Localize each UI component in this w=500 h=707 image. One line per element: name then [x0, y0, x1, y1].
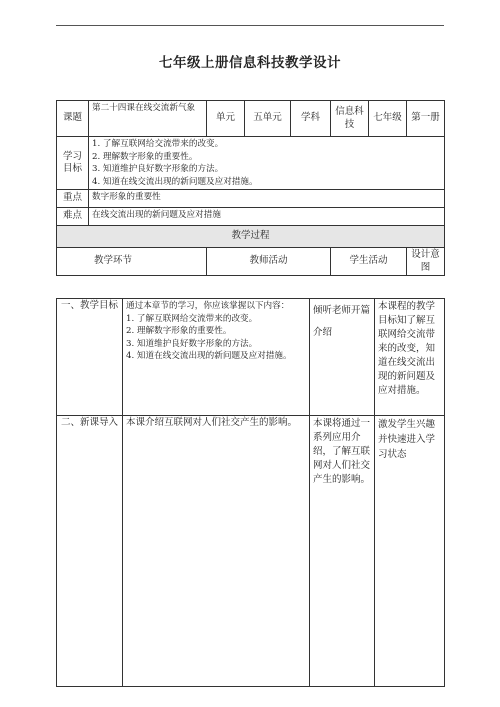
design-intent: 本课程的教学目标知了解互联网给交流带来的改变，知道在线交流出现的新问题及应对措施。 — [375, 299, 445, 416]
subject-label: 学科 — [291, 101, 331, 137]
subject-value: 信息科技 — [331, 101, 369, 137]
difficulty-label: 难点 — [57, 208, 89, 226]
objectives-label: 学习目标 — [57, 137, 89, 190]
key-point-value: 数字形象的重要性 — [89, 190, 445, 208]
info-row — [57, 101, 445, 137]
stage-cell: 二、新课导入 — [57, 416, 123, 687]
student-activity: 倾听老师开篇介绍 — [310, 299, 375, 416]
column-header: 设计意图 — [407, 248, 445, 276]
student-activity: 本课将通过一系列应用介绍，了解互联网对人们社交产生的影响。 — [310, 416, 375, 687]
page-title: 七年级上册信息科技教学设计 — [159, 55, 341, 71]
key-point-row — [57, 190, 445, 208]
objectives-row — [57, 137, 445, 190]
process-heading: 教学过程 — [57, 226, 445, 248]
objectives-list — [89, 137, 445, 190]
teacher-item: 2. 理解数字形象的重要性。 — [126, 326, 232, 336]
key-point-label: 重点 — [57, 190, 89, 208]
process-table — [56, 298, 445, 687]
lesson-plan-table — [56, 100, 445, 276]
process-row — [57, 416, 445, 687]
process-header-row — [57, 248, 445, 276]
unit-label: 单元 — [207, 101, 245, 137]
design-intent: 激发学生兴趣并快速进入学习状态 — [375, 416, 445, 687]
teacher-item: 3. 知道维护良好数字形象的方法。 — [126, 338, 258, 349]
teacher-intro: 通过本章节的学习，你应该掌握以下内容： — [126, 301, 290, 311]
objective-item: 3. 知道维护良好数字形象的方法。 — [92, 164, 224, 174]
teacher-activity: 本课介绍互联网对人们社交产生的影响。 — [123, 416, 310, 687]
difficulty-row — [57, 208, 445, 226]
grade-value: 七年级 — [369, 101, 407, 137]
unit-value: 五单元 — [245, 101, 291, 137]
teacher-activity — [123, 299, 310, 416]
process-row — [57, 299, 445, 416]
column-header: 学生活动 — [331, 248, 407, 276]
objective-item: 4. 知道在线交流出现的新问题及应对措施。 — [92, 176, 258, 187]
process-heading-row — [57, 226, 445, 248]
lesson-label: 课题 — [57, 101, 89, 137]
lesson-value: 第二十四课在线交流新气象 — [89, 101, 207, 137]
teacher-item: 1. 了解互联网给交流带来的改变。 — [126, 313, 258, 324]
objective-item: 1. 了解互联网给交流带来的改变。 — [92, 139, 224, 149]
objective-item: 2. 理解数字形象的重要性。 — [92, 151, 198, 162]
teacher-item: 4. 知道在线交流出现的新问题及应对措施。 — [126, 351, 292, 361]
column-header: 教学环节 — [57, 248, 207, 276]
stage-cell: 一、教学目标 — [57, 299, 123, 416]
header-rule — [56, 25, 444, 26]
difficulty-value: 在线交流出现的新问题及应对措施 — [89, 208, 445, 226]
column-header: 教师活动 — [207, 248, 331, 276]
volume-value: 第一册 — [407, 101, 445, 137]
